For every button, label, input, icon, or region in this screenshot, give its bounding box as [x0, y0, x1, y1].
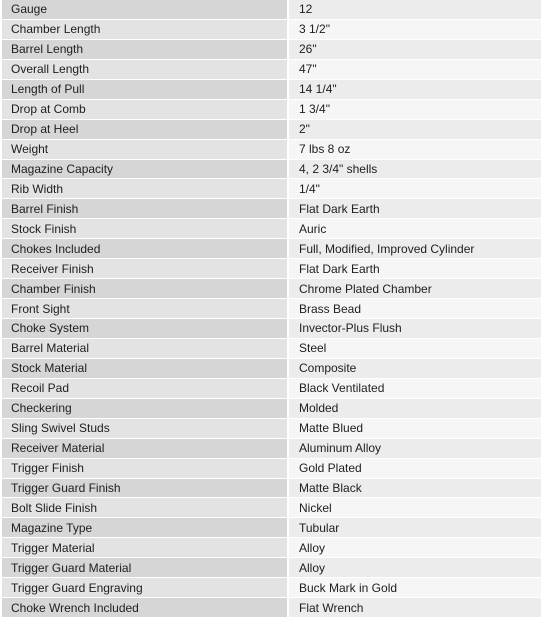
spec-row-sling-swivel-studs [2, 418, 541, 438]
spec-value: 1 3/4" [288, 99, 541, 119]
spec-value: Invector-Plus Flush [288, 319, 541, 339]
spec-row-receiver-material [2, 438, 541, 458]
spec-label: Receiver Finish [2, 259, 288, 279]
spec-value: Flat Dark Earth [288, 259, 541, 279]
spec-value: Full, Modified, Improved Cylinder [288, 239, 541, 259]
spec-value: 1/4" [288, 179, 541, 199]
spec-value: Buck Mark in Gold [288, 578, 541, 598]
spec-row-barrel-finish [2, 199, 541, 219]
spec-label: Barrel Length [2, 39, 288, 59]
spec-row-trigger-guard-material [2, 558, 541, 578]
spec-row-gauge [2, 0, 541, 19]
spec-label: Chokes Included [2, 239, 288, 259]
spec-value: Aluminum Alloy [288, 438, 541, 458]
spec-value: Tubular [288, 518, 541, 538]
spec-row-checkering [2, 398, 541, 418]
spec-label: Trigger Guard Finish [2, 478, 288, 498]
spec-label: Trigger Material [2, 538, 288, 558]
spec-value: Brass Bead [288, 299, 541, 319]
spec-label: Receiver Material [2, 438, 288, 458]
specifications-table-body [2, 0, 541, 618]
spec-label: Magazine Capacity [2, 159, 288, 179]
specifications-table [2, 0, 541, 618]
spec-row-bolt-slide-finish [2, 498, 541, 518]
spec-label: Barrel Finish [2, 199, 288, 219]
spec-label: Barrel Material [2, 338, 288, 358]
spec-label: Trigger Guard Material [2, 558, 288, 578]
spec-label: Choke Wrench Included [2, 598, 288, 618]
spec-value: 47" [288, 59, 541, 79]
spec-label: Checkering [2, 398, 288, 418]
spec-label: Weight [2, 139, 288, 159]
spec-value: Flat Wrench [288, 598, 541, 618]
spec-value: 26" [288, 39, 541, 59]
spec-row-drop-at-heel [2, 119, 541, 139]
spec-value: 12 [288, 0, 541, 19]
spec-value: Black Ventilated [288, 378, 541, 398]
spec-row-front-sight [2, 299, 541, 319]
spec-row-stock-material [2, 358, 541, 378]
spec-row-trigger-guard-engraving [2, 578, 541, 598]
spec-value: 3 1/2" [288, 19, 541, 39]
spec-row-length-of-pull [2, 79, 541, 99]
spec-label: Stock Material [2, 358, 288, 378]
spec-row-trigger-guard-finish [2, 478, 541, 498]
spec-row-drop-at-comb [2, 99, 541, 119]
spec-row-receiver-finish [2, 259, 541, 279]
spec-label: Length of Pull [2, 79, 288, 99]
spec-row-choke-system [2, 319, 541, 339]
spec-value: 2" [288, 119, 541, 139]
spec-value: Matte Black [288, 478, 541, 498]
spec-value: Chrome Plated Chamber [288, 279, 541, 299]
spec-value: 7 lbs 8 oz [288, 139, 541, 159]
spec-row-stock-finish [2, 219, 541, 239]
spec-value: Composite [288, 358, 541, 378]
spec-value: Nickel [288, 498, 541, 518]
spec-row-weight [2, 139, 541, 159]
spec-label: Overall Length [2, 59, 288, 79]
spec-label: Chamber Finish [2, 279, 288, 299]
spec-label: Trigger Finish [2, 458, 288, 478]
spec-label: Gauge [2, 0, 288, 19]
spec-label: Recoil Pad [2, 378, 288, 398]
spec-label: Drop at Comb [2, 99, 288, 119]
spec-label: Choke System [2, 319, 288, 339]
spec-value: Alloy [288, 558, 541, 578]
spec-value: Molded [288, 398, 541, 418]
spec-label: Chamber Length [2, 19, 288, 39]
spec-row-barrel-material [2, 338, 541, 358]
spec-value: Auric [288, 219, 541, 239]
spec-row-chamber-finish [2, 279, 541, 299]
spec-row-trigger-finish [2, 458, 541, 478]
spec-value: 4, 2 3/4" shells [288, 159, 541, 179]
spec-row-barrel-length [2, 39, 541, 59]
spec-row-chamber-length [2, 19, 541, 39]
spec-label: Stock Finish [2, 219, 288, 239]
spec-row-trigger-material [2, 538, 541, 558]
spec-label: Front Sight [2, 299, 288, 319]
spec-value: 14 1/4" [288, 79, 541, 99]
spec-label: Trigger Guard Engraving [2, 578, 288, 598]
spec-label: Rib Width [2, 179, 288, 199]
spec-label: Bolt Slide Finish [2, 498, 288, 518]
spec-row-magazine-type [2, 518, 541, 538]
spec-value: Steel [288, 338, 541, 358]
spec-row-chokes-included [2, 239, 541, 259]
spec-row-rib-width [2, 179, 541, 199]
spec-value: Alloy [288, 538, 541, 558]
spec-label: Drop at Heel [2, 119, 288, 139]
spec-value: Flat Dark Earth [288, 199, 541, 219]
spec-row-overall-length [2, 59, 541, 79]
spec-value: Matte Blued [288, 418, 541, 438]
spec-row-choke-wrench-included [2, 598, 541, 618]
spec-label: Sling Swivel Studs [2, 418, 288, 438]
spec-row-magazine-capacity [2, 159, 541, 179]
spec-row-recoil-pad [2, 378, 541, 398]
spec-label: Magazine Type [2, 518, 288, 538]
spec-value: Gold Plated [288, 458, 541, 478]
